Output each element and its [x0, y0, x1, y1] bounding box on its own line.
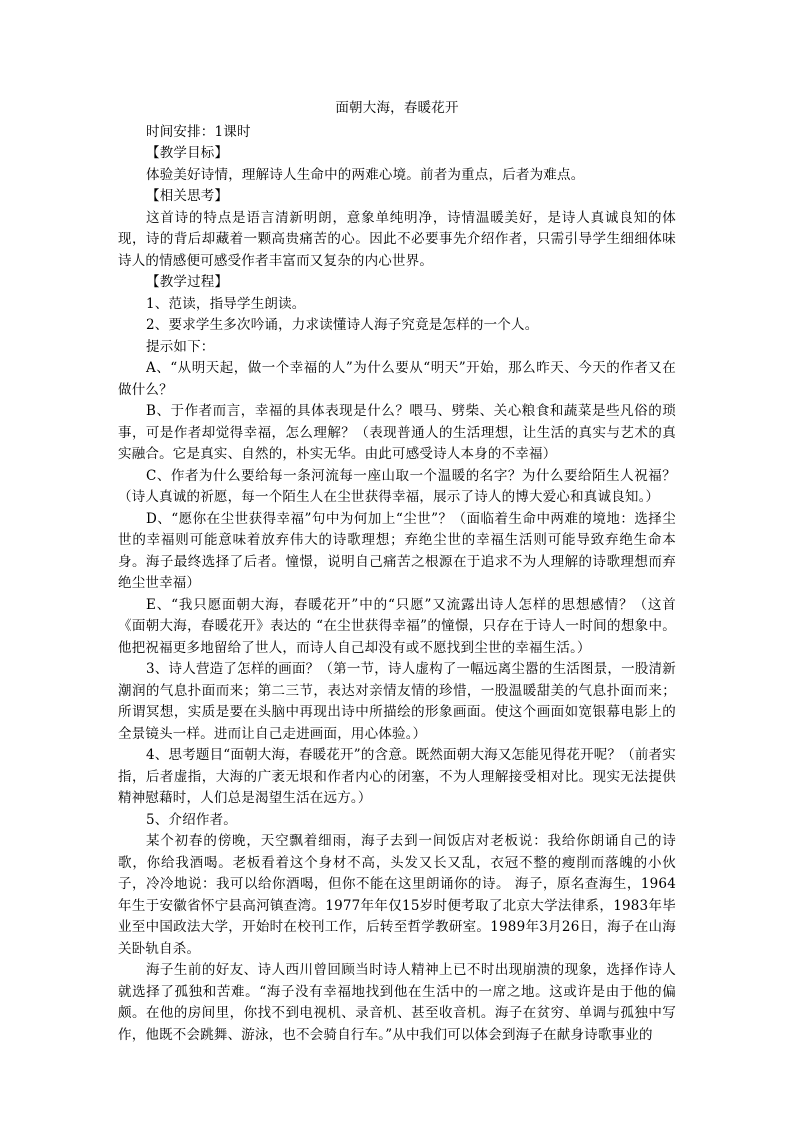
objectives-text: 体验美好诗情，理解诗人生命中的两难心境。前者为重点，后者为难点。: [146, 166, 585, 183]
section-heading-process: 【教学过程】: [146, 274, 229, 290]
time-arrangement: 时间安排：1课时: [146, 123, 251, 140]
process-step-4: 4、思考题目“面朝大海，春暖花开”的含意。既然面朝大海又怎能见得花开呢？（前者实指，后者虚指，大海的广袤无垠和作者内心的闭塞，不为人理解接受相对比。现实无法提供精神慰藉时，人们总是渴望生活在远方。）: [118, 747, 676, 806]
hint-d: D、“愿你在尘世获得幸福”句中为何加上“尘世”？（面临着生命中两难的境地：选择尘世的幸福则可能意味着放弃伟大的诗歌理想；弃绝尘世的幸福生活则可能导致弃绝生命本身。海子最终选择了后者。憧憬，说明自己痛苦之根源在于追求不为人理解的诗歌理想而弃绝尘世幸福）: [118, 510, 676, 591]
hint-a: A、“从明天起，做一个幸福的人”为什么要从“明天”开始，那么昨天、今天的作者又在做什么？: [118, 360, 676, 398]
hint-c: C、作者为什么要给每一条河流每一座山取一个温暖的名字？为什么要给陌生人祝福？（诗人真诚的祈愿，每一个陌生人在尘世获得幸福，展示了诗人的博大爱心和真诚良知。）: [118, 467, 676, 505]
thoughts-text: 这首诗的特点是语言清新明朗，意象单纯明净，诗情温暖美好，是诗人真诚良知的体现，诗的背后却藏着一颗高贵痛苦的心。因此不必要事先介绍作者，只需引导学生细细体味诗人的情感便可感受作者丰富而又复杂的内心世界。: [118, 209, 676, 269]
author-friend-account: 海子生前的好友、诗人西川曾回顾当时诗人精神上已不时出现崩溃的现象，选择作诗人就选择了孤独和苦难。“海子没有幸福地找到他在生活中的一席之地。这或许是由于他的偏颇。在他的房间里，你找不到电视机、录音机、甚至收音机。海子在贫穷、单调与孤独中写作，他既不会跳舞、游泳，也不会骑自行车。”从中我们可以体会到海子在献身诗歌事业的: [118, 962, 676, 1043]
hint-b: B、于作者而言，幸福的具体表现是什么？喂马、劈柴、关心粮食和蔬菜是些凡俗的琐事，可是作者却觉得幸福，怎么理解？（表现普通人的生活理想，让生活的真实与艺术的真实融合。它是真实、自然的，朴实无华。由此可感受诗人本身的不幸福）: [118, 403, 676, 462]
hint-e: E、“我只愿面朝大海，春暖花开”中的“只愿”又流露出诗人怎样的思想感情？（这首《面朝大海，春暖花开》表达的 “在尘世获得幸福”的憧憬，只存在于诗人一时间的想象中。他把祝福更多地留给了世人，而诗人自己却没有或不愿找到尘世的幸福生活。）: [118, 596, 676, 656]
process-step-5: 5、介绍作者。: [146, 811, 237, 828]
hints-intro: 提示如下：: [146, 338, 215, 355]
process-step-2: 2、要求学生多次吟诵，力求读懂诗人海子究竟是怎样的一个人。: [146, 317, 539, 333]
section-heading-objectives: 【教学目标】: [146, 145, 229, 161]
section-heading-thoughts: 【相关思考】: [146, 188, 229, 204]
author-story: 某个初春的傍晚，天空飘着细雨，海子去到一间饭店对老板说：我给你朗诵自己的诗歌，你给我酒喝。老板看着这个身材不高，头发又长又乱，衣冠不整的瘦削而落魄的小伙子，冷冷地说：我可以给你酒喝，但你不能在这里朗诵你的诗。 海子，原名查海生，1964年生于安徽省怀宁县高河镇查湾。1977年年仅15岁时便考取了北京大学法律系，1983年毕业至中国政法大学，开始时在校刊工作，后转至哲学教研室。1989年3月26日，海子在山海关卧轨自杀。: [118, 833, 676, 957]
document-page: [118, 98, 676, 1046]
process-step-1: 1、范读，指导学生朗读。: [146, 295, 306, 312]
process-step-3: 3、诗人营造了怎样的画面？（第一节，诗人虚构了一幅远离尘嚣的生活图景，一股清新潮润的气息扑面而来；第二三节，表达对亲情友情的珍惜，一股温暖甜美的气息扑面而来；所谓冥想，实质是要在头脑中再现出诗中所描绘的形象画面。使这个画面如宽银幕电影上的全景镜头一样。进而让自己走进画面，用心体验。）: [118, 661, 676, 742]
document-title: 面朝大海，春暖花开: [335, 100, 459, 116]
